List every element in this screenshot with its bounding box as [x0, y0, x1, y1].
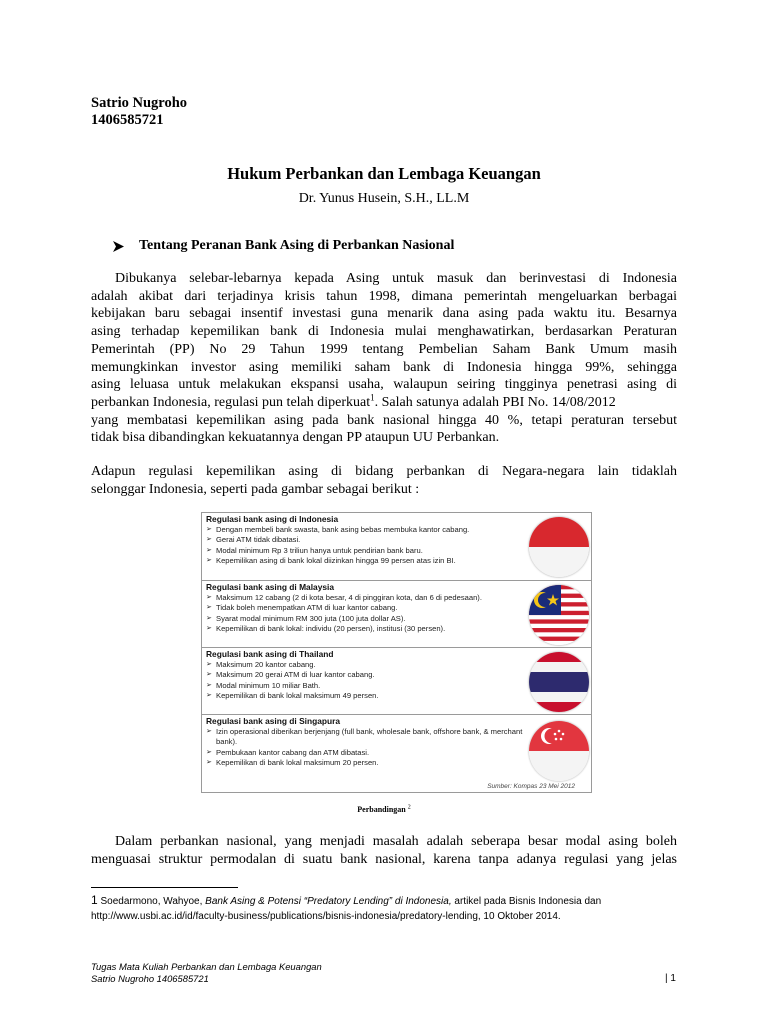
figure-item: ➢ Syarat modal minimum RM 300 juta (100 juta dollar AS).	[202, 614, 591, 624]
author-block	[91, 95, 187, 129]
paragraph-3	[91, 833, 677, 868]
paragraph-1-line: tidak bisa dibandingkan kekuatannya dengan PP ataupun UU Perbankan.	[91, 430, 500, 446]
paragraph-1-line: Pemerintah (PP) No 29 Tahun 1999 tentang Pembelian Saham Bank Umum masih	[91, 341, 677, 357]
comparison-figure	[201, 512, 592, 793]
footnote-rest: artikel pada Bisnis Indonesia dan	[454, 896, 602, 907]
paragraph-1-line: memungkinkan investor asing memiliki saham bank di Indonesia hingga 99%, sehingga	[91, 359, 677, 375]
page-number: | 1	[665, 973, 676, 984]
figure-caption-text: Perbandingan	[357, 805, 406, 814]
paragraph-2-line: Adapun regulasi kepemilikan asing di bidang perbankan di Negara-negara lain tidaklah	[91, 464, 677, 479]
section-heading	[113, 238, 454, 254]
paragraph-1-line: kebijakan baru sebagai insentif investasi guna menarik dana asing pada waktu itu. Besarnya	[91, 306, 677, 322]
paragraph-2-line: selonggar Indonesia, seperti pada gambar sebagai berikut :	[91, 481, 420, 497]
footnote-rule	[91, 887, 238, 888]
figure-source: Sumber: Kompas 23 Mei 2012	[487, 783, 575, 790]
document-title: Hukum Perbankan dan Lembaga Keuangan	[227, 164, 541, 183]
paragraph-1	[91, 270, 677, 447]
footnote-number: 1	[91, 893, 98, 907]
figure-section-thailand	[202, 647, 591, 715]
footnote-ref-1[interactable]: 1	[370, 392, 375, 403]
figure-item: ➢ Kepemilikan di bank lokal maksimum 20 persen.	[202, 758, 591, 768]
figure-item: ➢ Izin operasional diberikan berjenjang (full bank, wholesale bank, offshore bank, & merchant bank).	[202, 727, 536, 748]
paragraph-3-line: menguasai struktur permodalan di suatu bank nasional, karena tanpa adanya regulasi yang jelas	[91, 851, 677, 867]
figure-item: ➢ Dengan membeli bank swasta, bank asing bebas membuka kantor cabang.	[202, 525, 591, 535]
footnote-ref-2[interactable]: 2	[407, 804, 411, 811]
thailand-flag-icon	[529, 652, 589, 712]
figure-item: ➢ Modal minimum Rp 3 triliun hanya untuk pendirian bank baru.	[202, 546, 591, 556]
figure-section-heading: Regulasi bank asing di Malaysia	[206, 582, 334, 592]
figure-section-heading: Regulasi bank asing di Singapura	[206, 716, 341, 726]
figure-item: ➢ Modal minimum 10 miliar Bath.	[202, 681, 591, 691]
section-heading-text: Tentang Peranan Bank Asing di Perbankan Nasional	[139, 238, 455, 253]
paragraph-1-line: yang membatasi kepemilikan asing pada bank nasional hingga 40 %, tetapi peraturan tersebut	[91, 412, 677, 428]
paragraph-1-line: adalah akibat dari terjadinya krisis tahun 1998, dimana pemerintah mengeluarkan berbagai	[91, 288, 677, 304]
footnote-1	[91, 893, 601, 924]
figure-section-indonesia	[202, 513, 591, 580]
footer-author: Satrio Nugroho 1406585721	[91, 973, 209, 984]
malaysia-flag-icon	[529, 585, 589, 645]
figure-item: ➢ Tidak boleh menempatkan ATM di luar kantor cabang.	[202, 603, 591, 613]
paragraph-1-line: asing terhadap kepemilikan bank di Indonesia mulai menghawatirkan, berdasarkan Peraturan	[91, 324, 677, 340]
figure-section-heading: Regulasi bank asing di Thailand	[206, 649, 334, 659]
figure-caption	[0, 805, 768, 814]
figure-item: ➢ Gerai ATM tidak dibatasi.	[202, 535, 591, 545]
paragraph-1-line: asing leluasa untuk melakukan ekspansi usaha, walaupun seiring tingginya penetrasi asing di	[91, 377, 677, 393]
page-footer	[91, 961, 322, 985]
footer-course: Tugas Mata Kuliah Perbankan dan Lembaga Keuangan	[91, 961, 322, 972]
figure-item: ➢ Maksimum 20 gerai ATM di luar kantor cabang.	[202, 670, 591, 680]
arrowhead-bullet-icon	[113, 241, 124, 252]
figure-item: ➢ Kepemilikan di bank lokal maksimum 49 persen.	[202, 691, 591, 701]
indonesia-flag-icon	[529, 517, 589, 577]
paragraph-1-line: Dibukanya selebar-lebarnya kepada Asing untuk masuk dan berinvestasi di Indonesia	[115, 271, 677, 286]
figure-item: ➢ Kepemilikan asing di bank lokal diizinkan hingga 99 persen atas izin BI.	[202, 556, 591, 566]
paragraph-1-line	[91, 394, 677, 412]
footnote-article-title: Bank Asing & Potensi “Predatory Lending” di Indonesia,	[205, 896, 452, 907]
paragraph-1-line-head: perbankan Indonesia, regulasi pun telah diperkuat	[91, 394, 371, 410]
footnote-url-line[interactable]: http://www.usbi.ac.id/id/faculty-business/publications/bisnis-indonesia/predatory-lending, 10 Oktober 2014.	[91, 911, 561, 922]
paragraph-3-line: Dalam perbankan nasional, yang menjadi masalah adalah seberapa besar modal asing boleh	[115, 834, 677, 849]
singapore-flag-icon	[529, 721, 589, 781]
document-subtitle: Dr. Yunus Husein, S.H., LL.M	[298, 191, 470, 206]
figure-item: ➢ Pembukaan kantor cabang dan ATM dibatasi.	[202, 748, 591, 758]
figure-section-singapore	[202, 714, 591, 793]
figure-item: ➢ Maksimum 20 kantor cabang.	[202, 660, 591, 670]
figure-section-malaysia	[202, 580, 591, 648]
author-id: 1406585721	[91, 112, 164, 128]
footnote-line	[91, 893, 601, 909]
author-name: Satrio Nugroho	[91, 95, 188, 111]
footnote-author: Soedarmono, Wahyoe,	[100, 896, 203, 907]
paragraph-1-line-tail: . Salah satunya adalah PBI No. 14/08/2012	[374, 394, 616, 410]
figure-section-heading: Regulasi bank asing di Indonesia	[206, 514, 339, 524]
figure-item: ➢ Maksimum 12 cabang (2 di kota besar, 4 di pinggiran kota, dan 6 di pedesaan).	[202, 593, 591, 603]
paragraph-2	[91, 463, 677, 498]
figure-item: ➢ Kepemilikan di bank lokal: individu (20 persen), institusi (30 persen).	[202, 624, 591, 634]
